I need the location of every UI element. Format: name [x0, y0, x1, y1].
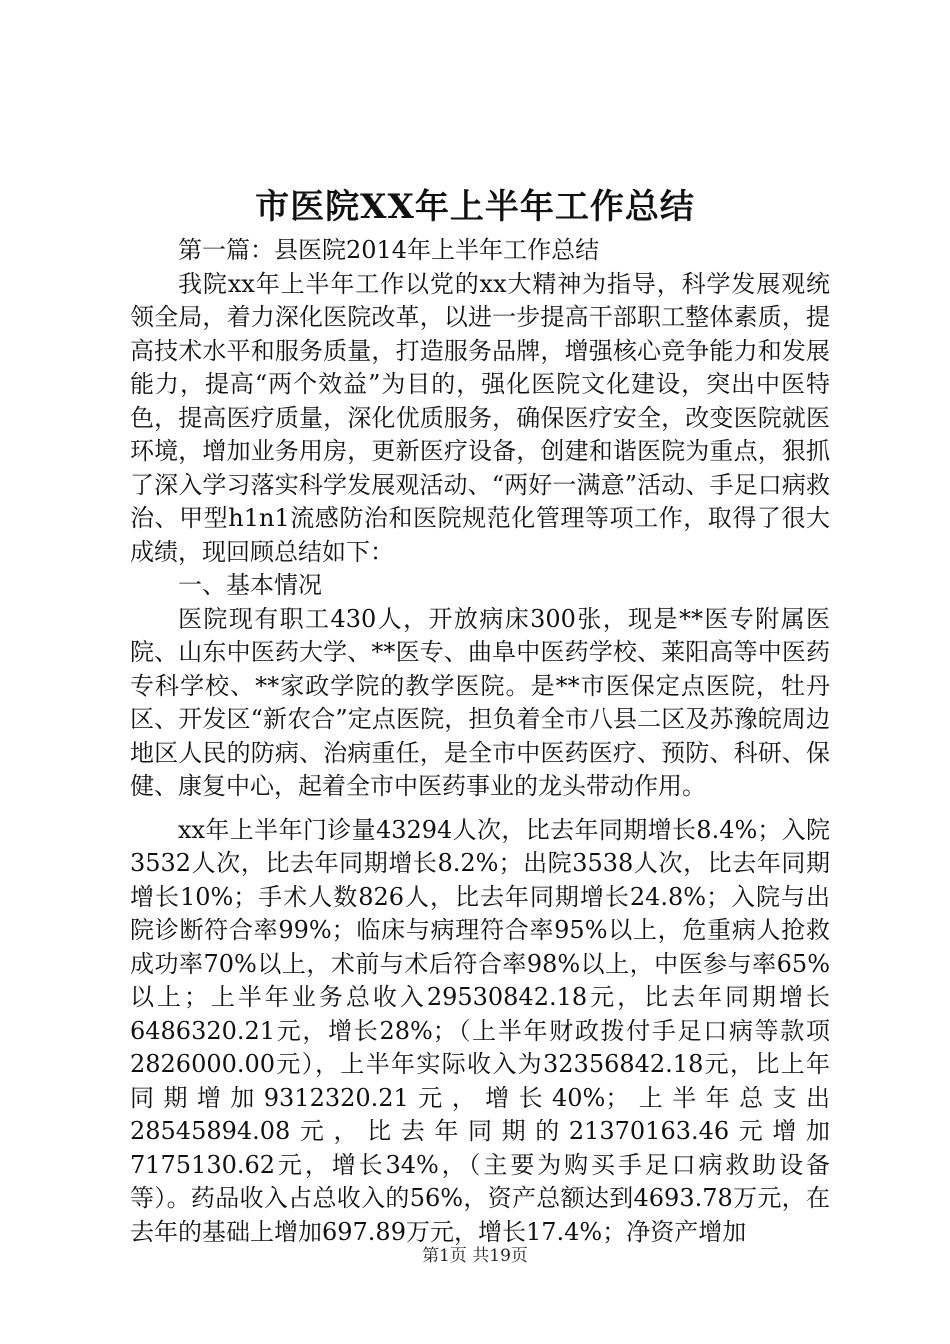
document-title: 市医院XX年上半年工作总结: [255, 187, 695, 227]
body-paragraph: 我院xx年上半年工作以党的xx大精神为指导，科学发展观统领全局，着力深化医院改革，以进一步提高干部职工整体素质，提高技术水平和服务质量，打造服务品牌，增强核心竞争能力和发展能力，提高“两个效益”为目的，强化医院文化建设，突出中医特色，提高医疗质量，深化优质服务，确保医疗安全，改变医院就医环境，增加业务用房，更新医疗设备，创建和谐医院为重点，狠抓了深入学习落实科学发展观活动、“两好一满意”活动、手足口病救治、甲型h1n1流感防治和医院规范化管理等项工作，取得了很大成绩，现回顾总结如下：: [130, 269, 830, 566]
section-heading: 第一篇：县医院2014年上半年工作总结: [178, 236, 600, 264]
body-paragraph: xx年上半年门诊量43294人次，比去年同期增长8.4%；入院3532人次，比去年同期增长8.2%；出院3538人次，比去年同期增长10%；手术人数826人，比去年同期增长24.8%；入院与出院诊断符合率99%；临床与病理符合率95%以上，危重病人抢救成功率70%以上，术前与术后符合率98%以上，中医参与率65%以上；上半年业务总收入29530842.18元，比去年同期增长6486320.21元，增长28%；（上半年财政拨付手足口病等款项2826000.00元），上半年实际收入为32356842.18元，比上年同期增加9312320.21元，增长40%；上半年总支出28545894.08元，比去年同期的21370163.46元增加7175130.62元，增长34%，（主要为购买手足口病救助设备等）。药品收入占总收入的56%，资产总额达到4693.78万元，在去年的基础上增加697.89万元，增长17.4%；净资产增加: [130, 815, 830, 1246]
page-footer: 第1页 共19页: [422, 1246, 528, 1266]
document-body: [130, 234, 830, 1249]
section-heading: 一、基本情况: [178, 571, 322, 599]
body-paragraph: 医院现有职工430人，开放病床300张，现是**医专附属医院、山东中医药大学、**医专、曲阜中医药学校、莱阳高等中医药专科学校、**家政学院的教学医院。是**市医保定点医院，牡丹区、开发区“新农合”定点医院，担负着全市八县二区及苏豫皖周边地区人民的防病、治病重任，是全市中医药医疗、预防、科研、保健、康复中心，起着全市中医药事业的龙头带动作用。: [130, 604, 830, 800]
